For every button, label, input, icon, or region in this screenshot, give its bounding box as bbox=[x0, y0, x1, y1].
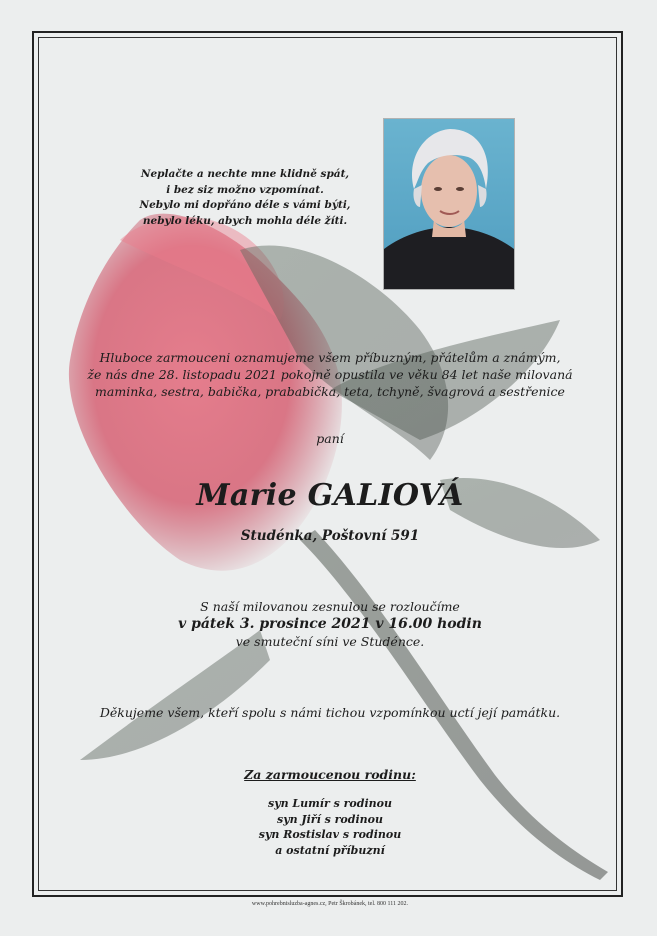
poem bbox=[120, 167, 370, 229]
announcement-line: maminka, sestra, babička, prababička, teta, tchyně, švagrová a sestřenice bbox=[95, 384, 565, 399]
farewell-place: ve smuteční síni ve Studénce. bbox=[235, 634, 425, 649]
footer-credit: www.pohrebnisluzba-agnes.cz, Petr Škrobánek, tel. 800 111 202. bbox=[251, 901, 409, 907]
honorific: paní bbox=[316, 431, 344, 446]
thanks-text: Děkujeme všem, kteří spolu s námi tichou vzpomínkou uctí její památku. bbox=[99, 705, 561, 720]
poem-line: Neplačte a nechte mne klidně spát, bbox=[140, 168, 350, 180]
family-member: a ostatní příbuzní bbox=[275, 843, 385, 857]
poem-line: nebylo léku, abych mohla déle žíti. bbox=[142, 214, 348, 227]
inner-frame bbox=[38, 37, 617, 891]
family-members bbox=[200, 796, 460, 858]
announcement-line: že nás dne 28. listopadu 2021 pokojně opustila ve věku 84 let naše milovaná bbox=[87, 367, 573, 382]
portrait-image bbox=[384, 119, 514, 289]
deceased-address: Studénka, Poštovní 591 bbox=[240, 528, 420, 544]
farewell-info bbox=[130, 598, 530, 651]
family-member: syn Rostislav s rodinou bbox=[258, 828, 402, 841]
poem-line: i bez siz možno vzpomínat. bbox=[166, 183, 324, 196]
family-member: syn Jiří s rodinou bbox=[277, 812, 383, 826]
announcement-line: Hluboce zarmouceni oznamujeme všem příbuzným, přátelům a známým, bbox=[99, 350, 561, 365]
farewell-date: v pátek 3. prosince 2021 v 16.00 hodin bbox=[178, 615, 482, 632]
family-heading: Za zarmoucenou rodinu: bbox=[244, 767, 416, 782]
portrait-photo bbox=[384, 119, 514, 289]
deceased-name: Marie GALIOVÁ bbox=[196, 478, 464, 513]
family-member: syn Lumír s rodinou bbox=[268, 797, 392, 810]
farewell-line: S naší milovanou zesnulou se rozloučíme bbox=[200, 599, 460, 614]
announcement bbox=[70, 349, 590, 400]
poem-line: Nebylo mi dopřáno déle s vámi býti, bbox=[139, 199, 351, 211]
